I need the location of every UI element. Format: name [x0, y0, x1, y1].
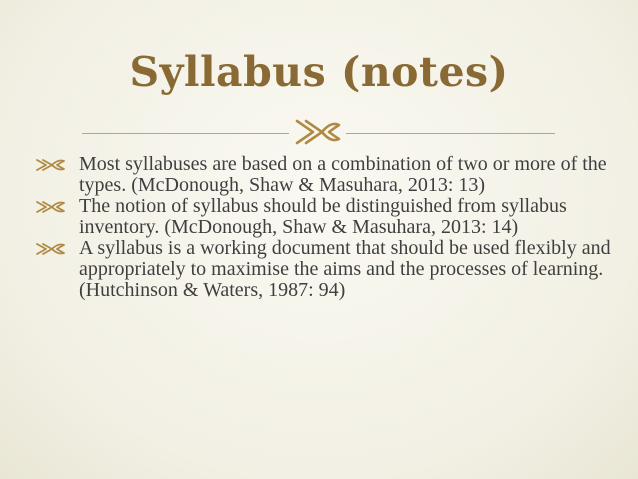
bullet-list [34, 154, 614, 301]
arrow-flourish-icon [34, 157, 72, 173]
bullet-item [34, 154, 614, 196]
arrow-flourish-icon [34, 241, 72, 257]
arrow-flourish-icon [34, 199, 72, 215]
title-divider-left [82, 133, 289, 134]
bullet-item [34, 238, 614, 301]
bullet-text: A syllabus is a working document that should be used flexibly and appropriately to maximise the aims and the processes of learning. (Hutchinson & Waters, 1987: 94) [79, 237, 611, 301]
bullet-text: The notion of syllabus should be distinguished from syllabus inventory. (McDonough, Shaw & Masuhara, 2013: 14) [79, 195, 567, 238]
bullet-text: Most syllabuses are based on a combination of two or more of the types. (McDonough, Shaw & Masuhara, 2013: 13) [79, 153, 607, 196]
bullet-item [34, 196, 614, 238]
decorative-flourish-icon [293, 115, 343, 149]
slide-title: Syllabus (notes) [129, 48, 509, 96]
title-divider-right [346, 133, 555, 134]
